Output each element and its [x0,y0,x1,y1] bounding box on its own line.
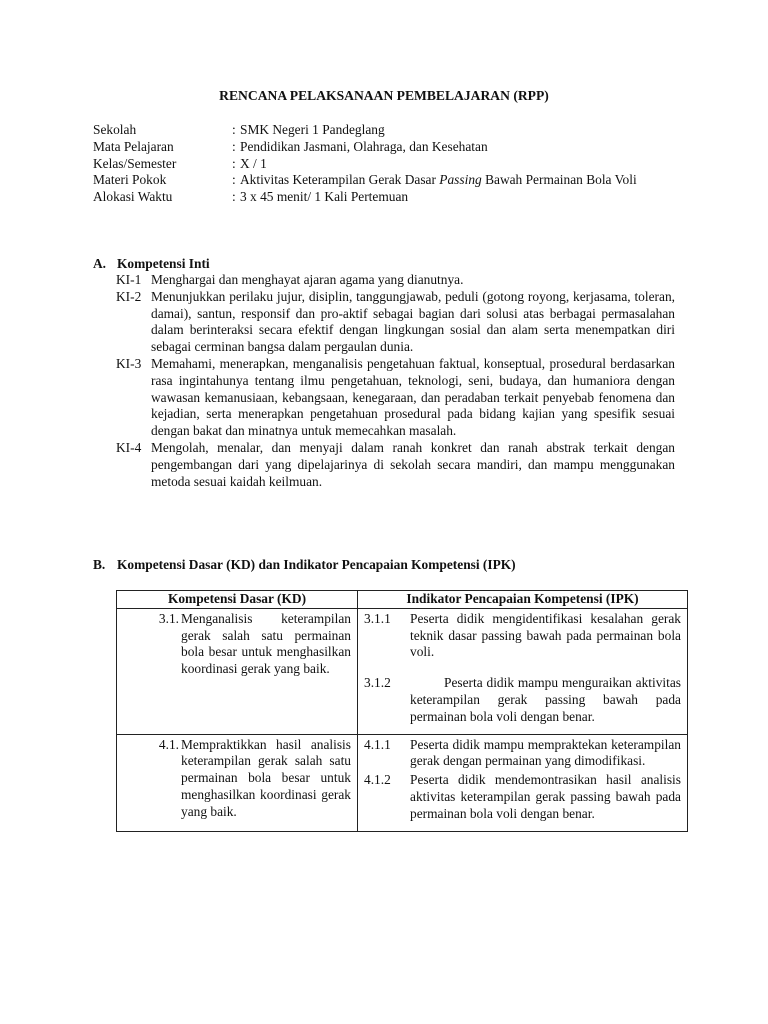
info-label: Alokasi Waktu [93,189,173,205]
ipk-number: 4.1.2 [364,772,391,788]
ipk-item [364,737,681,771]
column-header-ipk: Indikator Pencapaian Kompetensi (IPK) [358,591,688,609]
ki-code: KI-3 [116,355,142,371]
info-value: SMK Negeri 1 Pandeglang [240,122,385,137]
section-letter: B. [93,557,106,572]
info-colon: : [232,189,236,205]
column-header-kd: Kompetensi Dasar (KD) [117,591,358,609]
section-title: Kompetensi Dasar (KD) dan Indikator Pencapaian Kompetensi (IPK) [117,557,516,572]
document-title: RENCANA PELAKSANAAN PEMBELAJARAN (RPP) [219,88,549,103]
kd-text: Mempraktikkan hasil analisis keterampilan gerak salah satu permainan bola besar untuk menghasilkan koordinasi gerak yang baik. [181,736,351,819]
ipk-item [364,675,681,725]
info-label: Sekolah [93,122,137,137]
ki-item [116,440,675,490]
ki-item [116,272,675,289]
kd-cell [117,734,358,831]
info-value: 3 x 45 menit/ 1 Kali Pertemuan [240,189,409,205]
info-value-part: Bawah Permainan Bola Voli [481,172,637,188]
kd-cell [117,608,358,734]
ki-item [116,356,675,440]
ki-code: KI-2 [116,288,142,304]
info-label: Kelas/Semester [93,155,177,171]
ki-code: KI-4 [116,439,142,455]
ipk-cell [358,608,688,734]
info-row-alokasi-waktu [93,189,683,206]
info-colon: : [232,122,236,137]
kd-number: 3.1. [158,610,179,626]
info-row-materi-pokok [93,172,683,189]
section-letter: A. [93,256,107,271]
ipk-number: 3.1.1 [364,610,391,626]
info-label: Materi Pokok [93,172,167,188]
info-row-sekolah [93,122,683,139]
identity-block [93,122,683,206]
ki-list [116,272,675,490]
ki-text: Memahami, menerapkan, menganalisis pengetahuan faktual, konseptual, prosedural berdasarkan rasa ingintahunya tentang ilmu pengetahuan, teknologi, seni, budaya, dan humaniora dengan wawasan kemanusiaan, kebangsaan, kenegaraan, dan peradaban terkait penyebab fenomena dan kejadian, serta menerapkan pengetahuan prosedural pada bidang kajian yang spesifik sesuai dengan bakat dan minatnya untuk memecahkan masalah. [151,355,675,439]
info-value [240,172,683,189]
info-value-italic: Passing [439,172,482,188]
info-colon: : [232,155,236,171]
ipk-text: Peserta didik mengidentifikasi kesalahan gerak teknik dasar passing bawah pada permainan bola voli. [410,610,681,660]
ipk-number: 3.1.2 [364,675,391,691]
kd-ipk-table [116,590,688,832]
ki-text: Mengolah, menalar, dan menyaji dalam ranah konkret dan ranah abstrak terkait dengan pengembangan dari yang dipelajarinya di sekolah secara mandiri, dan mampu menggunakan metoda sesuai kaidah keilmuan. [151,439,675,489]
info-row-mata-pelajaran [93,139,683,156]
kd-number: 4.1. [158,736,179,752]
kd-text: Menganalisis keterampilan gerak salah satu permainan bola besar untuk menghasilkan koordinasi gerak yang baik. [181,610,351,677]
ipk-item [364,611,681,661]
info-value: X / 1 [240,155,267,171]
section-title: Kompetensi Inti [117,256,210,271]
info-value: Pendidikan Jasmani, Olahraga, dan Kesehatan [240,138,488,154]
info-colon: : [232,138,236,154]
ki-code: KI-1 [116,272,142,287]
section-b-heading [93,557,516,574]
info-value-part: Aktivitas Keterampilan Gerak Dasar [240,172,440,188]
ipk-cell [358,734,688,831]
table-row [117,734,688,831]
ipk-number: 4.1.1 [364,736,391,752]
info-label: Mata Pelajaran [93,138,174,154]
table-header-row [117,591,688,609]
ki-text: Menunjukkan perilaku jujur, disiplin, tanggungjawab, peduli (gotong royong, kerjasama, toleran, damai), santun, responsif dan pro-aktif sebagai bagian dari solusi atas berbagai permasalahan dalam berinteraksi secara efektif dengan lingkungan sosial dan alam serta menempatkan diri sebagai cerminan bangsa dalam pergaulan dunia. [151,288,675,355]
ki-item [116,289,675,356]
ki-text: Menghargai dan menghayat ajaran agama yang dianutnya. [151,272,464,287]
ipk-text: Peserta didik mampu mempraktekan keterampilan gerak dengan permainan yang dimodifikasi. [410,736,681,769]
ipk-text: Peserta didik mampu menguraikan aktivitas keterampilan gerak passing bawah pada permainan bola voli dengan benar. [410,675,681,724]
info-colon: : [232,172,236,188]
table-row [117,608,688,734]
section-a-heading [93,256,210,273]
info-row-kelas-semester [93,156,683,173]
ipk-text: Peserta didik mendemontrasikan hasil analisis aktivitas keterampilan gerak passing bawah pada permainan bola voli dengan benar. [410,772,681,821]
ipk-item [364,772,681,822]
